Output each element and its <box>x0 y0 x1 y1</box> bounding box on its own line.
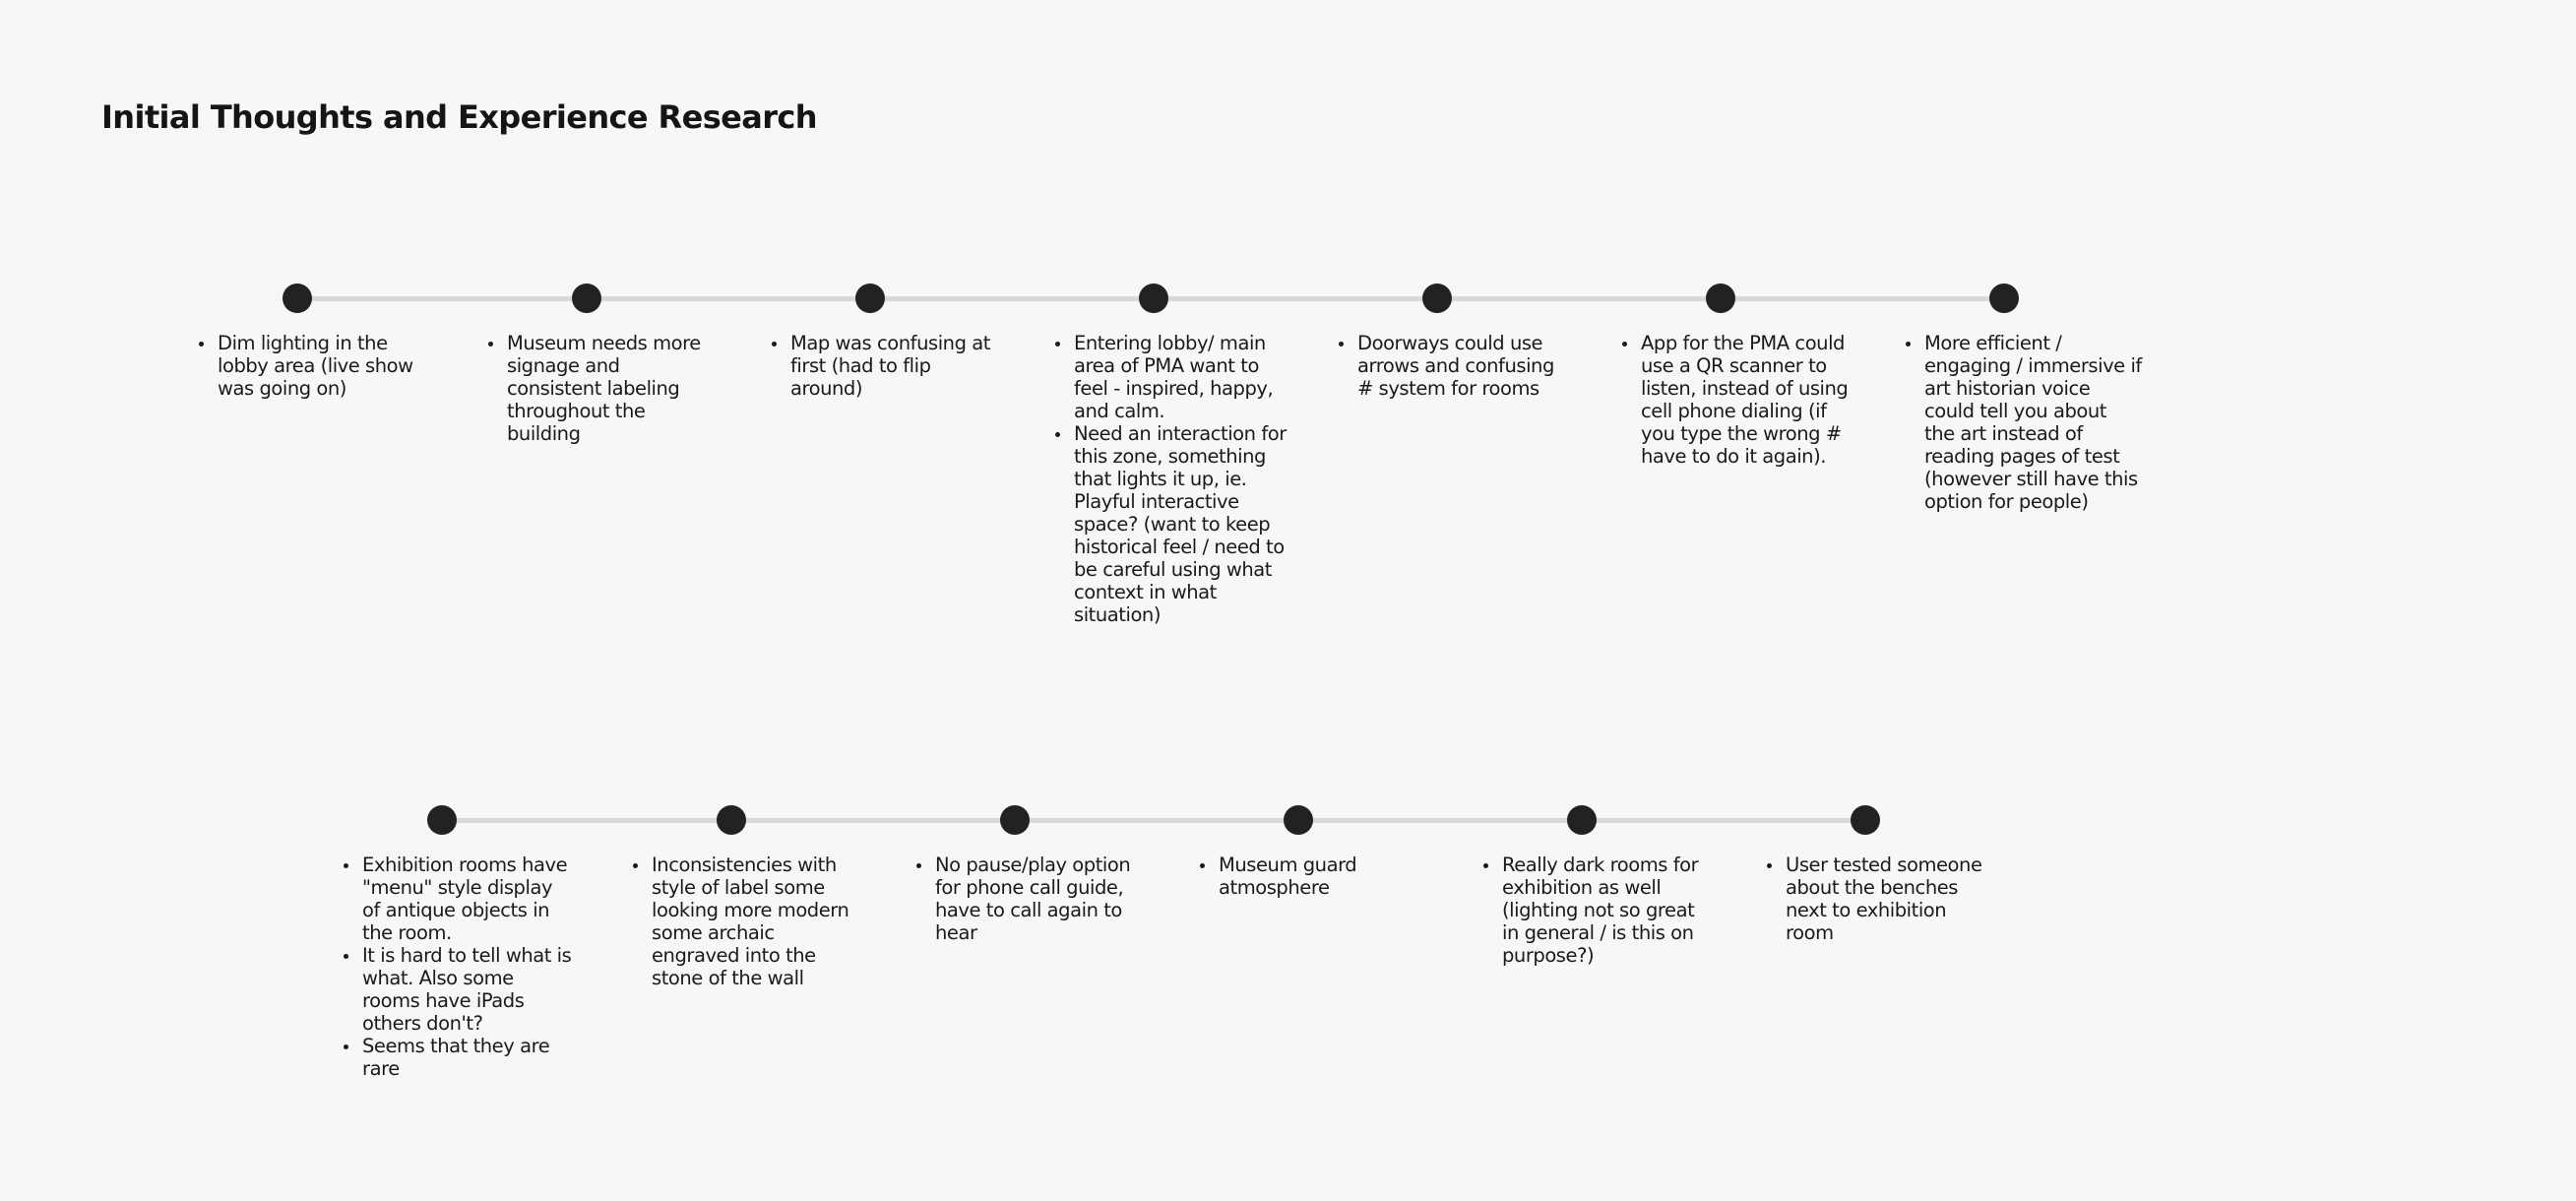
page-title: Initial Thoughts and Experience Research <box>101 98 817 136</box>
timeline-note <box>1767 853 1998 944</box>
timeline-note <box>1055 332 1287 626</box>
note-bullet-point: Doorways could use arrows and confusing # system for rooms <box>1339 332 1570 400</box>
note-bullet-point: User tested someone about the benches next to exhibition room <box>1767 853 1998 944</box>
note-bullet-point: App for the PMA could use a QR scanner to listen, instead of using cell phone dialing (if you type the wrong # have to do it again). <box>1622 332 1853 468</box>
timeline-note <box>1622 332 1853 468</box>
timeline-note <box>633 853 864 989</box>
note-bullet-point: Entering lobby/ main area of PMA want to feel - inspired, happy, and calm. <box>1055 332 1287 422</box>
note-bullet-point: It is hard to tell what is what. Also some rooms have iPads others don't? <box>344 944 575 1035</box>
note-bullet-point: Museum guard atmosphere <box>1200 853 1431 899</box>
note-bullet-point: Dim lighting in the lobby area (live show was going on) <box>199 332 430 400</box>
timeline-node <box>1284 805 1313 835</box>
timeline-note <box>1339 332 1570 400</box>
timeline-note <box>1906 332 2142 513</box>
timeline-line <box>442 818 1865 823</box>
note-bullet-point: Need an interaction for this zone, something that lights it up, ie. Playful interactive space? (want to keep historical feel / need to be careful using what context in what situation) <box>1055 422 1287 626</box>
timeline-node <box>1706 284 1735 313</box>
timeline-node <box>283 284 312 313</box>
timeline-note <box>1200 853 1431 899</box>
timeline-node <box>1139 284 1168 313</box>
timeline-node <box>855 284 885 313</box>
timeline-node <box>717 805 746 835</box>
note-bullet-point: Map was confusing at first (had to flip around) <box>772 332 1003 400</box>
note-bullet-point: No pause/play option for phone call guide, have to call again to hear <box>916 853 1148 944</box>
timeline-node <box>1851 805 1880 835</box>
timeline-node <box>1422 284 1452 313</box>
timeline-note <box>1483 853 1715 967</box>
timeline-note <box>772 332 1003 400</box>
note-bullet-point: Seems that they are rare <box>344 1035 575 1080</box>
note-bullet-point: More efficient / engaging / immersive if art historian voice could tell you about the art instead of reading pages of test (however still have this option for people) <box>1906 332 2142 513</box>
timeline-node <box>1989 284 2019 313</box>
note-bullet-point: Exhibition rooms have "menu" style display of antique objects in the room. <box>344 853 575 944</box>
timeline-node <box>1567 805 1597 835</box>
timeline-note <box>199 332 430 400</box>
timeline-note <box>488 332 720 445</box>
timeline-node <box>1000 805 1030 835</box>
note-bullet-point: Inconsistencies with style of label some looking more modern some archaic engraved into the stone of the wall <box>633 853 864 989</box>
note-bullet-point: Really dark rooms for exhibition as well (lighting not so great in general / is this on purpose?) <box>1483 853 1715 967</box>
note-bullet-point: Museum needs more signage and consistent labeling throughout the building <box>488 332 720 445</box>
timeline-node <box>427 805 457 835</box>
timeline-note <box>916 853 1148 944</box>
timeline-note <box>344 853 575 1080</box>
timeline-node <box>572 284 601 313</box>
